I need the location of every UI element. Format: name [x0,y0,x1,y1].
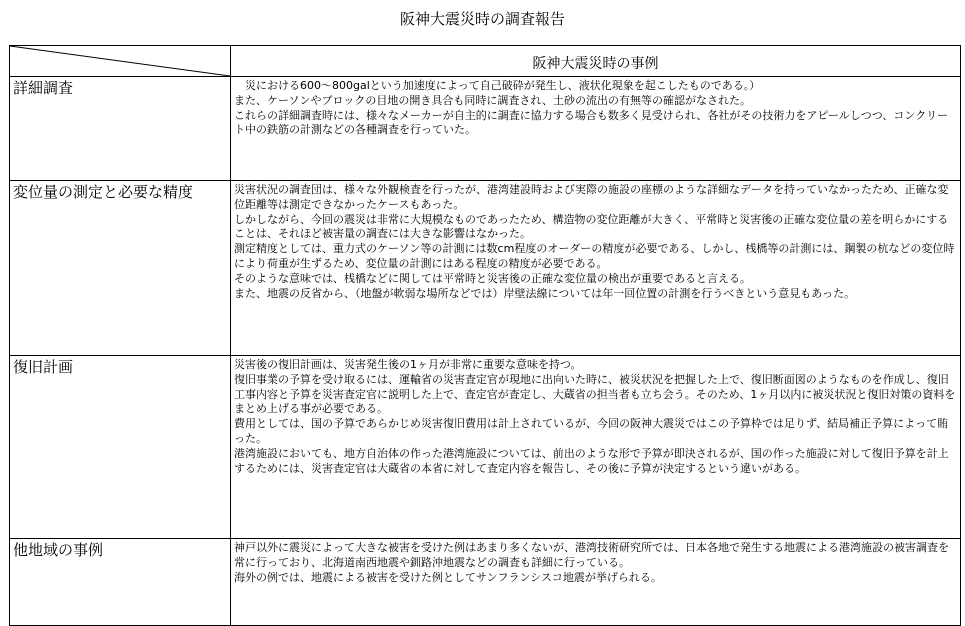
paragraph: 海外の例では、地震による被害を受けた例としてサンフランシスコ地震が挙げられる。 [234,570,662,584]
paragraph: そのような意味では、桟橋などに関しては平常時と災害後の正確な変位量の検出が重要であると言える。 [234,271,751,285]
paragraph: また、ケーソンやブロックの目地の開き具合も同時に調査され、土砂の流出の有無等の確認がなされた。 [234,93,751,107]
row-label: 他地域の事例 [10,539,231,626]
table-row [10,77,961,181]
header-title-cell: 阪神大震災時の事例 [231,46,961,77]
paragraph: 神戸以外に震災によって大きな被害を受けた例はあまり多くないが、港湾技術研究所では、日本各地で発生する地震による港湾施設の被害調査を常に行っており、北海道南西地震や釧路沖地震などの調査も詳細に行っている。 [234,541,949,569]
paragraph: これらの詳細調査時には、様々なメーカーが自主的に調査に協力する場合も数多く見受けられ、各社がその技術力をアピールしつつ、コンクリート中の鉄筋の計測などの各種調査を行っていた。 [234,108,949,137]
paragraph: 復旧事業の予算を受け取るには、運輸省の災害査定官が現地に出向いた時に、被災状況を把握した上で、復旧断面図のようなものを作成し、復旧工事内容と予算を災害査定官に説明した上で、査定官が査定し、大蔵省の担当者も立ち会う。そのため、1ヶ月以内に被災状況と復旧対策の資料をまとめ上げる事が必要である。 [234,372,956,416]
table-row [10,539,961,626]
row-content [231,77,961,181]
row-label: 詳細調査 [10,77,231,181]
header-corner-cell [10,46,231,77]
diagonal-divider [10,46,230,76]
table-row [10,356,961,539]
row-content [231,181,961,356]
paragraph: しかしながら、今回の震災は非常に大規模なものであったため、構造物の変位距離が大きく、平常時と災害後の正確な変位量の差を明らかにすることは、それほど被害量の調査には大きな影響はなかった。 [234,212,949,241]
report-table [9,45,961,626]
document-title: 阪神大震災時の調査報告 [399,10,565,28]
row-content [231,539,961,626]
row-label: 復旧計画 [10,356,231,539]
paragraph: 測定精度としては、重力式のケーソン等の計測には数cm程度のオーダーの精度が必要である、しかし、桟橋等の計測には、鋼製の杭などの変位時により荷重が生ずるため、変位量の計測にはある程度の精度が必要である。 [234,242,955,270]
paragraph: また、地震の反省から、（地盤が軟弱な場所などでは）岸壁法線については年一回位置の計測を行うべきという意見もあった。 [234,286,856,300]
paragraph: 災における600～800galという加速度によって自己破砕が発生し、液状化現象を起こしたものである。） [234,79,761,92]
table-row [10,181,961,356]
paragraph: 災害後の復旧計画は、災害発生後の1ヶ月が非常に重要な意味を持つ。 [234,358,582,371]
paragraph: 費用としては、国の予算であらかじめ災害復旧費用は計上されているが、今回の阪神大震災ではこの予算枠では足りず、結局補正予算によって賄った。 [234,417,949,445]
paragraph: 災害状況の調査団は、様々な外観検査を行ったが、港湾建設時および実際の施設の座標のような詳細なデータを持っていなかったため、正確な変位距離等は測定できなかったケースもあった。 [234,183,949,211]
table-header-row [10,46,961,77]
row-label: 変位量の測定と必要な精度 [10,181,231,356]
paragraph: 港湾施設においても、地方自治体の作った港湾施設については、前出のような形で予算が即決されるが、国の作った施設に対して復旧予算を計上するためには、災害査定官は大蔵省の本省に対して査定内容を報告し、その後に予算が決定するという違いがある。 [234,446,949,475]
row-content [231,356,961,539]
